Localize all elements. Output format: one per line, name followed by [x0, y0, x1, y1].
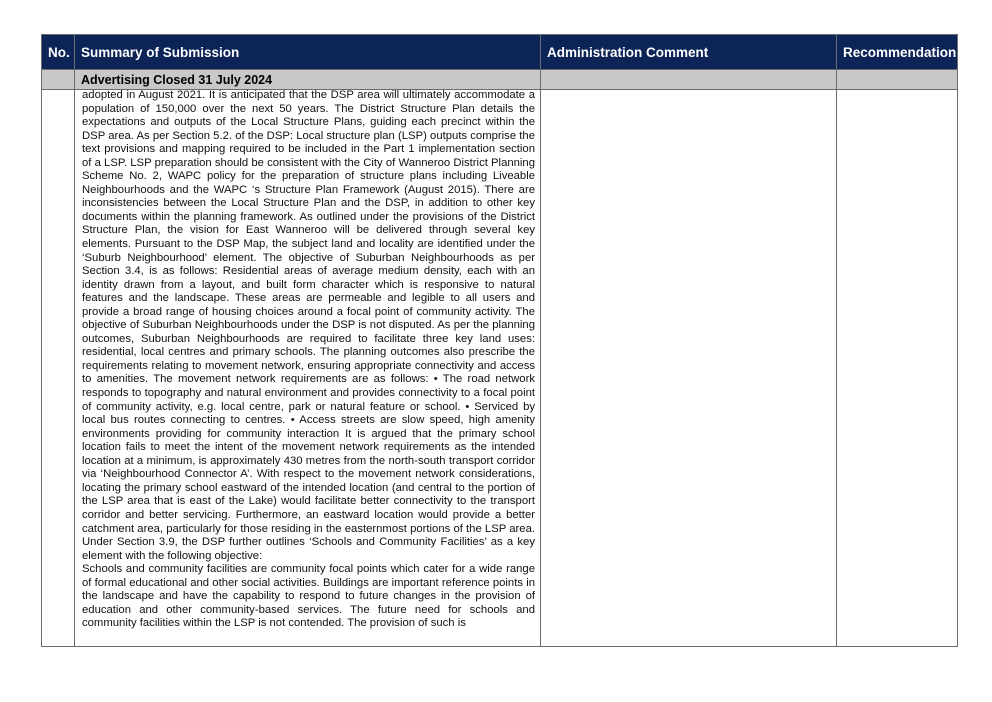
- row-recommendation-cell: [837, 90, 958, 647]
- submissions-table: [41, 34, 958, 647]
- section-row: [42, 70, 958, 90]
- summary-paragraph: Schools and community facilities are community focal points which cater for a wide range of formal educational and other social activities. Buildings are important reference points in the landscape and have the capability to respond to future changes in the provision of education and other community-based services. The future need for schools and community facilities within the LSP is not contended. The provision of such is: [82, 563, 535, 630]
- summary-text: [75, 89, 540, 631]
- section-recommendation-cell: [837, 70, 958, 90]
- header-no: No.: [42, 35, 75, 70]
- row-no-cell: [42, 90, 75, 647]
- section-title: Advertising Closed 31 July 2024: [75, 70, 541, 90]
- section-admin-cell: [541, 70, 837, 90]
- table-header-row: [42, 35, 958, 70]
- row-summary-cell: [75, 90, 541, 647]
- row-admin-comment-cell: [541, 90, 837, 647]
- header-admin-comment: Administration Comment: [541, 35, 837, 70]
- section-no-cell: [42, 70, 75, 90]
- summary-paragraph: adopted in August 2021. It is anticipated that the DSP area will ultimately accommodate a population of 150,000 over the next 50 years. The District Structure Plan details the expectations and outputs of the Local Structure Plans, guiding each precinct within the DSP area. As per Section 5.2. of the DSP: Local structure plan (LSP) outputs comprise the text provisions and mapping required to be included in the Part 1 implementation section of a LSP. LSP preparation should be consistent with the City of Wanneroo District Planning Scheme No. 2, WAPC policy for the preparation of structure plans including Liveable Neighbourhoods and the WAPC ‘s Structure Plan Framework (August 2015). There are inconsistencies between the Local Structure Plan and the DSP, in addition to other key documents within the planning framework. As outlined under the provisions of the District Structure Plan, the vision for East Wanneroo will be delivered through several key elements. Pursuant to the DSP Map, the subject land and locality are identified under the ‘Suburb Neighbourhood’ element. The objective of Suburban Neighbourhoods as per Section 3.4, is as follows: Residential areas of average medium density, each with an identity drawn from a layout, and built form character which is responsive to natural features and the landscape. These areas are permeable and legible to all users and provide a broad range of housing choices around a focal point of community activity. The objective of Suburban Neighbourhoods under the DSP is not disputed. As per the planning outcomes, Suburban Neighbourhoods are required to facilitate three key land uses: residential, local centres and primary schools. The planning outcomes also prescribe the requirements relating to movement network, ensuring appropriate connectivity and access to amenities. The movement network requirements are as follows: • The road network responds to topography and natural environment and provides connectivity to a focal point of community activity, e.g. local centre, park or natural feature or school. • Serviced by local bus routes connecting to centres. • Access streets are slow speed, high amenity environments providing for community interaction It is argued that the primary school location fails to meet the intent of the movement network requirements as the intended location at a minimum, is approximately 430 metres from the north-south transport corridor via ‘Neighbourhood Connector A’. With respect to the movement network considerations, locating the primary school eastward of the intended location (and central to the portion of the LSP area that is east of the Lake) would facilitate better connectivity to the transport corridor and better servicing. Furthermore, an eastward location would provide a better catchment area, particularly for those residing in the easternmost portions of the LSP area. Under Section 3.9, the DSP further outlines ‘Schools and Community Facilities’ as a key element with the following objective:: [82, 89, 535, 562]
- table-row: [42, 90, 958, 647]
- header-recommendation: Recommendation: [837, 35, 958, 70]
- header-summary: Summary of Submission: [75, 35, 541, 70]
